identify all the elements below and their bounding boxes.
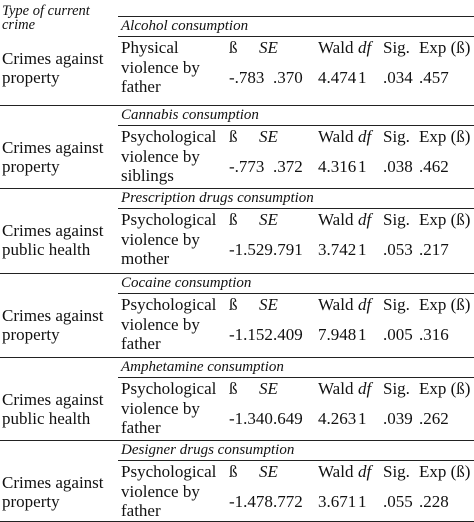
- predictor-line: Psychological: [121, 127, 217, 146]
- predictor-line: father: [121, 77, 161, 96]
- column-header-se: SE: [259, 379, 278, 398]
- column-header-beta: ß: [229, 127, 238, 146]
- exp-beta-value: .316: [419, 325, 449, 344]
- predictor-line: violence by: [121, 314, 200, 334]
- column-header-wald: Wald: [318, 462, 354, 481]
- crime-type-line: property: [2, 68, 60, 87]
- column-header-sig: Sig.: [383, 295, 410, 314]
- sig-value: .038: [383, 157, 413, 176]
- sig-value: .005: [383, 325, 413, 344]
- section-rule: [0, 273, 474, 274]
- beta-value: -1.340: [229, 409, 273, 428]
- crime-type-line: property: [2, 492, 60, 511]
- crime-type-line: Crimes against: [2, 473, 104, 492]
- column-header-beta: ß: [229, 462, 238, 481]
- section-title: Cannabis consumption: [121, 107, 259, 123]
- column-header-wald: Wald: [318, 127, 354, 146]
- column-header-sig: Sig.: [383, 210, 410, 229]
- section-title-rule: [118, 208, 474, 209]
- exp-beta-value: .457: [419, 68, 449, 87]
- column-header-wald: Wald: [318, 210, 354, 229]
- predictor-line: violence by: [121, 146, 200, 166]
- se-value: .772: [273, 492, 303, 511]
- beta-value: -.773: [229, 157, 265, 176]
- column-header-sig: Sig.: [383, 127, 410, 146]
- wald-value: 4.474: [318, 68, 357, 87]
- crime-type-line: Crimes against: [2, 306, 104, 325]
- crime-type-line: public health: [2, 409, 91, 428]
- se-value: .649: [273, 409, 303, 428]
- crime-type-line: property: [2, 157, 60, 176]
- column-header-exp-beta: Exp (ß): [419, 462, 471, 481]
- predictor-line: father: [121, 418, 161, 437]
- sig-value: .053: [383, 240, 413, 259]
- crime-type-line: public health: [2, 240, 91, 259]
- crime-type-line: Crimes against: [2, 138, 104, 157]
- se-value: .372: [273, 157, 303, 176]
- wald-value: 4.316: [318, 157, 357, 176]
- column-header-se: SE: [259, 210, 278, 229]
- column-header-wald: Wald: [318, 38, 354, 57]
- column-header-se: SE: [259, 38, 278, 57]
- wald-value: 3.742: [318, 240, 357, 259]
- crime-type-header: [2, 4, 90, 32]
- column-header-beta: ß: [229, 38, 238, 57]
- predictor-line: Psychological: [121, 295, 217, 314]
- section-title: Designer drugs consumption: [121, 442, 295, 458]
- column-header-sig: Sig.: [383, 38, 410, 57]
- predictor-line: Physical: [121, 38, 179, 57]
- wald-value: 4.263: [318, 409, 357, 428]
- section-title-rule: [118, 377, 474, 378]
- predictor-line: father: [121, 334, 161, 353]
- section-title: Cocaine consumption: [121, 275, 252, 291]
- column-header-beta: ß: [229, 210, 238, 229]
- se-value: .370: [273, 68, 303, 87]
- predictor-line: Psychological: [121, 379, 217, 398]
- column-header-wald: Wald: [318, 379, 354, 398]
- sig-value: .055: [383, 492, 413, 511]
- sig-value: .039: [383, 409, 413, 428]
- predictor-line: Psychological: [121, 210, 217, 229]
- beta-value: -1.478: [229, 492, 273, 511]
- section-title: Prescription drugs consumption: [121, 190, 314, 206]
- section-title-rule: [118, 36, 474, 37]
- section-rule: [118, 16, 474, 17]
- column-header-se: SE: [259, 462, 278, 481]
- wald-value: 7.948: [318, 325, 357, 344]
- column-header-se: SE: [259, 127, 278, 146]
- column-header-exp-beta: Exp (ß): [419, 38, 471, 57]
- column-header-exp-beta: Exp (ß): [419, 295, 471, 314]
- df-value: 1: [358, 68, 367, 87]
- crime-type-header-line: crime: [2, 17, 36, 33]
- section-rule: [0, 440, 474, 441]
- se-value: .409: [273, 325, 303, 344]
- column-header-df: df: [358, 379, 372, 398]
- exp-beta-value: .228: [419, 492, 449, 511]
- predictor-line: siblings: [121, 166, 174, 185]
- section-title-rule: [118, 125, 474, 126]
- beta-value: -1.152: [229, 325, 273, 344]
- df-value: 1: [358, 325, 367, 344]
- crime-type-line: Crimes against: [2, 221, 104, 240]
- column-header-df: df: [358, 210, 372, 229]
- df-value: 1: [358, 409, 367, 428]
- section-rule: [0, 105, 474, 106]
- column-header-exp-beta: Exp (ß): [419, 127, 471, 146]
- exp-beta-value: .462: [419, 157, 449, 176]
- df-value: 1: [358, 157, 367, 176]
- beta-value: -.783: [229, 68, 265, 87]
- column-header-sig: Sig.: [383, 462, 410, 481]
- column-header-beta: ß: [229, 295, 238, 314]
- section-title-rule: [118, 460, 474, 461]
- crime-type-line: Crimes against: [2, 390, 104, 409]
- wald-value: 3.671: [318, 492, 357, 511]
- df-value: 1: [358, 240, 367, 259]
- section-title: Alcohol consumption: [121, 18, 249, 34]
- predictor-line: violence by: [121, 229, 200, 249]
- sig-value: .034: [383, 68, 413, 87]
- column-header-df: df: [358, 127, 372, 146]
- predictor-line: violence by: [121, 481, 200, 501]
- column-header-se: SE: [259, 295, 278, 314]
- column-header-exp-beta: Exp (ß): [419, 210, 471, 229]
- predictor-line: Psychological: [121, 462, 217, 481]
- column-header-exp-beta: Exp (ß): [419, 379, 471, 398]
- column-header-sig: Sig.: [383, 379, 410, 398]
- column-header-df: df: [358, 38, 372, 57]
- column-header-beta: ß: [229, 379, 238, 398]
- section-rule: [0, 357, 474, 358]
- column-header-df: df: [358, 462, 372, 481]
- exp-beta-value: .262: [419, 409, 449, 428]
- predictor-line: violence by: [121, 57, 200, 77]
- crime-type-header-line: Type of current: [2, 3, 90, 19]
- df-value: 1: [358, 492, 367, 511]
- predictor-line: mother: [121, 249, 170, 268]
- predictor-line: violence by: [121, 398, 200, 418]
- section-title: Amphetamine consumption: [121, 359, 284, 375]
- exp-beta-value: .217: [419, 240, 449, 259]
- crime-type-line: Crimes against: [2, 49, 104, 68]
- section-title-rule: [118, 293, 474, 294]
- section-rule: [0, 188, 474, 189]
- predictor-line: father: [121, 501, 161, 520]
- column-header-df: df: [358, 295, 372, 314]
- crime-type-line: property: [2, 325, 60, 344]
- se-value: .791: [273, 240, 303, 259]
- column-header-wald: Wald: [318, 295, 354, 314]
- beta-value: -1.529: [229, 240, 273, 259]
